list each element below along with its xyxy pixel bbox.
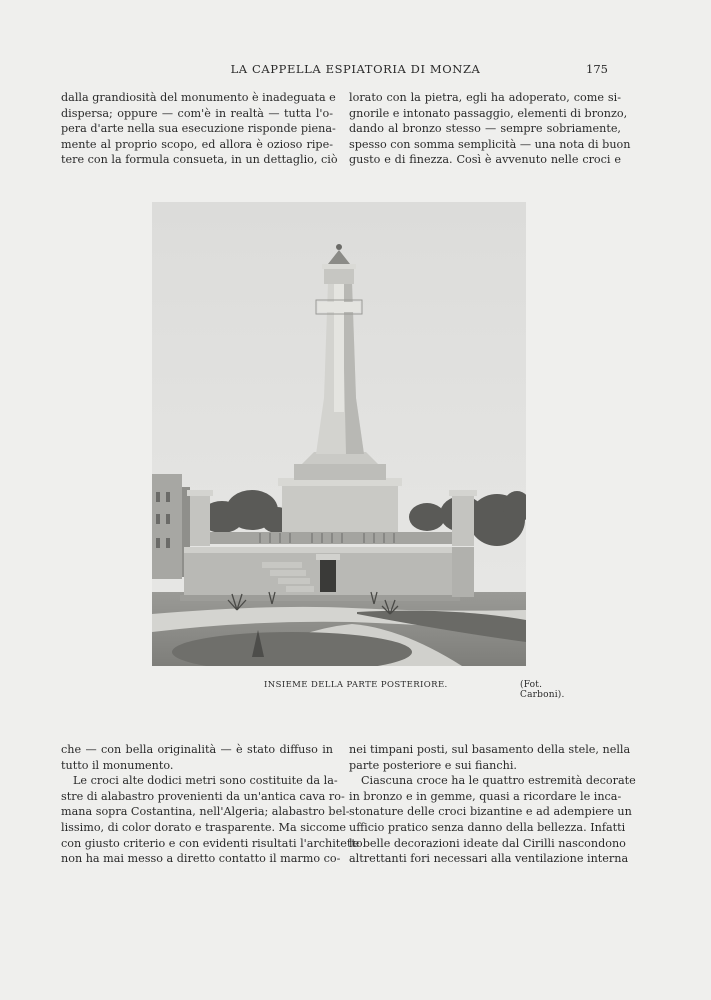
text-line: mana sopra Costantina, nell'Algeria; alabastro bel- xyxy=(61,805,350,819)
text-column-top-right xyxy=(349,90,631,168)
text-column-bottom-left xyxy=(61,742,363,867)
text-line: Ciascuna croce ha le quattro estremità decorate xyxy=(361,774,636,788)
text-column-bottom-right xyxy=(349,742,636,867)
text-line: stonature delle croci bizantine e ad adempiere un xyxy=(349,805,632,819)
running-title: LA CAPPELLA ESPIATORIA DI MONZA xyxy=(230,62,481,76)
text-line: gusto e di finezza. Così è avvenuto nelle croci e xyxy=(349,153,621,167)
text-line: con giusto criterio e con evidenti risultati l'architetto xyxy=(61,836,363,850)
text-line: dando al bronzo stesso — sempre sobriamente, xyxy=(349,122,621,136)
text-line: pera d'arte nella sua esecuzione risponde piena- xyxy=(61,122,336,136)
text-line: ufficio pratico senza danno della bellezza. Infatti xyxy=(349,820,626,834)
text-line: altrettanti fori necessari alla ventilazione interna xyxy=(349,852,629,866)
text-column-top-left xyxy=(61,90,338,168)
text-line: lorato con la pietra, egli ha adoperato, come si- xyxy=(349,91,621,104)
page-number: 175 xyxy=(586,62,608,76)
text-line: stre di alabastro provenienti da un'antica cava ro- xyxy=(61,789,345,803)
text-line: Le croci alte dodici metri sono costituite da la- xyxy=(73,774,338,788)
text-line: tutto il monumento. xyxy=(61,758,174,772)
caption-title: INSIEME DELLA PARTE POSTERIORE. xyxy=(264,680,448,690)
text-line: dispersa; oppure — com'è in realtà — tutta l'o- xyxy=(61,106,333,120)
text-line: le belle decorazioni ideate dal Cirilli nascondono xyxy=(349,836,626,850)
text-line: mente al proprio scopo, ed allora è ozioso ripe- xyxy=(61,137,333,151)
text-line: non ha mai messo a diretto contatto il marmo co- xyxy=(61,852,341,866)
text-line: che — con bella originalità — è stato diffuso in xyxy=(61,743,333,756)
text-line: dalla grandiosità del monumento è inadeguata e xyxy=(61,91,336,104)
text-line: tere con la formula consueta, in un dettaglio, ciò xyxy=(61,153,338,167)
text-line: gnorile e intonato passaggio, elementi di bronzo, xyxy=(349,106,628,120)
text-line: spesso con somma semplicità — una nota di buon xyxy=(349,137,631,151)
text-line: lissimo, di color dorato e trasparente. Ma siccome xyxy=(61,820,347,834)
text-line: nei timpani posti, sul basamento della stele, nella xyxy=(349,743,631,756)
text-line: parte posteriore e sui fianchi. xyxy=(349,758,517,772)
photo-credit: (Fot. Carboni). xyxy=(520,680,565,700)
monument-photograph xyxy=(152,202,526,666)
text-line: in bronzo e in gemme, quasi a ricordare le inca- xyxy=(349,789,622,803)
